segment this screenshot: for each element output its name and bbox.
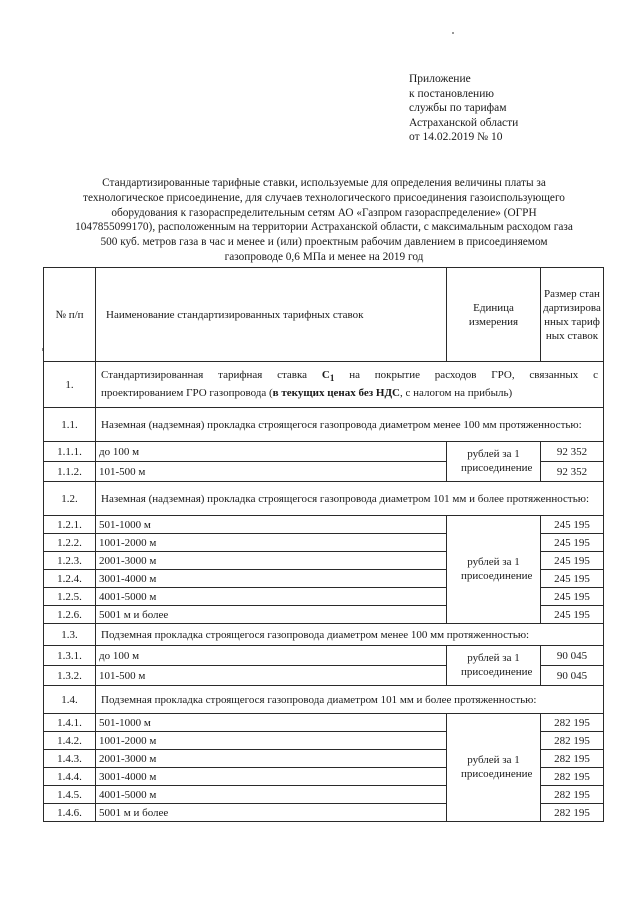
document-title [44,176,604,265]
table-header-row [44,268,604,362]
row1-description [96,362,604,408]
row1-line1 [101,368,598,386]
row-name: 4001-5000 м [96,786,447,804]
row-name: 1001-2000 м [96,534,447,552]
row-name: 1001-2000 м [96,732,447,750]
row-num: 1.4.5. [44,786,96,804]
row-num: 1.4.6. [44,804,96,822]
row-name: 101-500 м [96,462,447,482]
section-row [44,482,604,516]
section-title: Наземная (надземная) прокладка строящегося газопровода диаметром менее 100 мм протяженностью: [96,408,604,442]
section-num: 1.4. [44,686,96,714]
row-num: 1.2.2. [44,534,96,552]
row-num: 1.4.1. [44,714,96,732]
row-num: 1.3.1. [44,646,96,666]
row-value: 282 195 [541,750,604,768]
row-value: 245 195 [541,552,604,570]
section-row [44,624,604,646]
appendix-line: Астраханской области [409,116,519,129]
row-name: до 100 м [96,442,447,462]
title-line: технологическое присоединение, для случаев технологического присоединения газоиспользующего [83,191,565,204]
scan-speck [452,32,454,34]
row-value: 90 045 [541,666,604,686]
section-title: Наземная (надземная) прокладка строящегося газопровода диаметром 101 мм и более протяженностью: [96,482,604,516]
row-value: 282 195 [541,732,604,750]
row-name: 3001-4000 м [96,768,447,786]
title-line: 1047855099170), расположенным на территории Астраханской области, с максимальным расходом газа [75,221,573,234]
table-row [44,362,604,408]
table-row [44,516,604,534]
row-name: 501-1000 м [96,714,447,732]
row1-text-d: , с налогом на прибыль) [399,387,513,400]
row1-text-b: на покрытие расходов ГРО, связанных с [349,368,598,381]
table-row [44,442,604,462]
row1-text-c: проектированием ГРО газопровода ( [101,387,273,400]
title-line: 500 куб. метров газа в час и менее и (или) проектным рабочим давлением в присоединяемом [100,236,548,249]
section-row [44,686,604,714]
unit-cell: рублей за 1 присоединение [447,714,541,822]
header-unit: Единица измерения [447,268,541,362]
row-name: 2001-3000 м [96,552,447,570]
appendix-line: Приложение [409,73,471,85]
row-name: 5001 м и более [96,606,447,624]
row-num: 1.2.1. [44,516,96,534]
row-num: 1. [44,362,96,408]
row-num: 1.2.3. [44,552,96,570]
row-num: 1.4.4. [44,768,96,786]
row-num: 1.2.6. [44,606,96,624]
row-num: 1.2.5. [44,588,96,606]
title-line: Стандартизированные тарифные ставки, используемые для определения величины платы за [102,177,546,189]
table-row [44,646,604,666]
row-value: 92 352 [541,442,604,462]
row-value: 90 045 [541,646,604,666]
appendix-block [409,72,518,145]
row1-text-a: Стандартизированная тарифная ставка [101,368,308,381]
rate-subscript: 1 [329,373,335,384]
appendix-line: к постановлению [409,87,494,100]
unit-cell: рублей за 1 присоединение [447,646,541,686]
row-num: 1.4.3. [44,750,96,768]
row-num: 1.1.2. [44,462,96,482]
section-title: Подземная прокладка строящегося газопровода диаметром 101 мм и более протяженностью: [96,686,604,714]
row-value: 245 195 [541,606,604,624]
unit-cell: рублей за 1 присоединение [447,516,541,624]
row-value: 282 195 [541,768,604,786]
section-num: 1.3. [44,624,96,646]
row-value: 282 195 [541,714,604,732]
row-num: 1.2.4. [44,570,96,588]
row-num: 1.4.2. [44,732,96,750]
appendix-line: службы по тарифам [409,102,507,115]
row-value: 245 195 [541,516,604,534]
row-name: 501-1000 м [96,516,447,534]
row-value: 245 195 [541,570,604,588]
row-value: 282 195 [541,786,604,804]
row1-line2 [101,386,598,401]
row-value: 245 195 [541,588,604,606]
row-name: 5001 м и более [96,804,447,822]
row-name: 3001-4000 м [96,570,447,588]
table-row [44,714,604,732]
header-num: № п/п [44,268,96,362]
row-num: 1.1.1. [44,442,96,462]
header-name: Наименование стандартизированных тарифных ставок [96,268,447,362]
row-name: 2001-3000 м [96,750,447,768]
row-value: 282 195 [541,804,604,822]
row-num: 1.3.2. [44,666,96,686]
appendix-line: от 14.02.2019 № 10 [409,131,503,144]
title-line: газопроводе 0,6 МПа и менее на 2019 год [224,250,424,263]
section-num: 1.1. [44,408,96,442]
row1-bold: в текущих ценах без НДС [272,387,400,400]
section-title: Подземная прокладка строящегося газопровода диаметром менее 100 мм протяженностью: [96,624,604,646]
tariff-table [43,267,604,822]
row-value: 245 195 [541,534,604,552]
row-name: 101-500 м [96,666,447,686]
row-value: 92 352 [541,462,604,482]
row-name: до 100 м [96,646,447,666]
title-line: оборудования к газораспределительным сетям АО «Газпром газораспределение» (ОГРН [111,206,537,219]
section-row [44,408,604,442]
header-size: Размер стандартизированных тарифных ставок [541,268,604,362]
rate-symbol: С [321,368,330,381]
unit-cell: рублей за 1 присоединение [447,442,541,482]
section-num: 1.2. [44,482,96,516]
row-name: 4001-5000 м [96,588,447,606]
